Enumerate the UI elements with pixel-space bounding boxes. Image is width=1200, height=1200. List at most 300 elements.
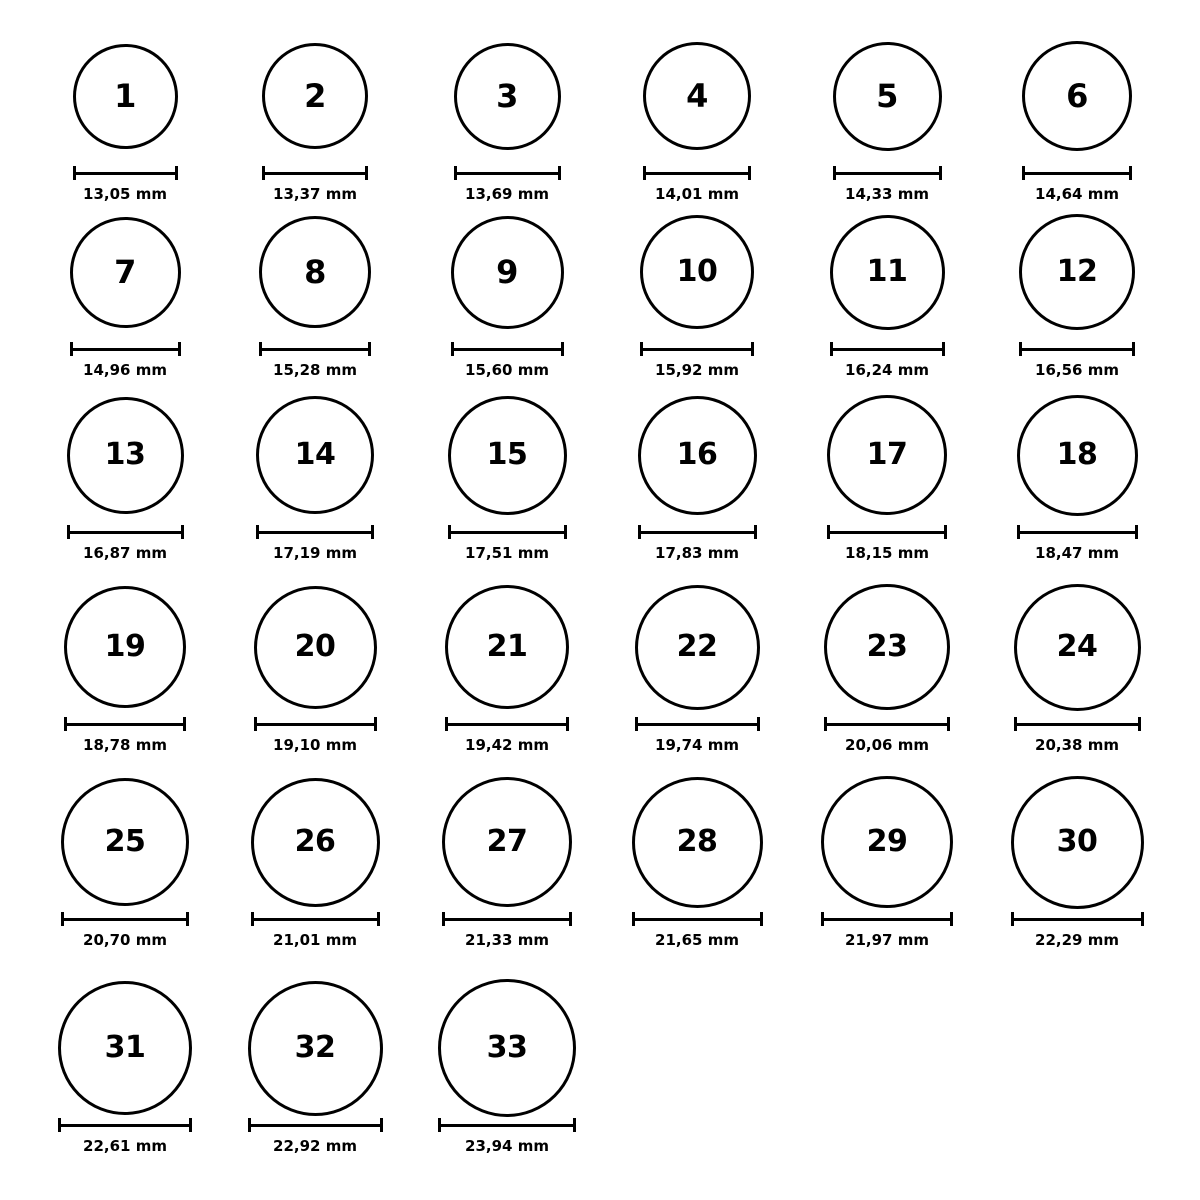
ring-size-cell (602, 202, 792, 379)
measure-cap-left (64, 717, 67, 731)
ring-size-number: 2 (304, 77, 326, 115)
ring-circle-wrap (73, 26, 178, 166)
ring-size-cell (602, 772, 792, 949)
ring-circle-wrap (448, 385, 567, 525)
measure-cap-right (564, 525, 567, 539)
diameter-label: 18,47 mm (1035, 544, 1119, 562)
ring-circle-wrap (451, 202, 564, 342)
ring-circle-wrap (824, 577, 950, 717)
diameter-measure (1022, 166, 1132, 203)
ring-circle-wrap (833, 26, 942, 166)
ring-size-number: 7 (114, 253, 136, 291)
diameter-measure (445, 717, 569, 754)
diameter-label: 13,37 mm (273, 185, 357, 203)
ring-size-cell (30, 385, 220, 562)
ring-size-circle (1014, 584, 1141, 711)
measure-cap-right (175, 166, 178, 180)
ring-circle-wrap (1014, 577, 1141, 717)
diameter-measure (448, 525, 567, 562)
ring-size-number: 5 (876, 77, 898, 115)
ring-circle-wrap (454, 26, 561, 166)
measure-bar-icon (827, 525, 947, 539)
ring-size-cell (602, 577, 792, 754)
ring-circle-wrap (251, 772, 380, 912)
diameter-label: 22,92 mm (273, 1137, 357, 1155)
measure-cap-left (830, 342, 833, 356)
measure-bar-icon (643, 166, 751, 180)
diameter-label: 15,92 mm (655, 361, 739, 379)
diameter-label: 16,24 mm (845, 361, 929, 379)
measure-cap-right (566, 717, 569, 731)
measure-cap-left (61, 912, 64, 926)
measure-bar-icon (1019, 342, 1135, 356)
diameter-label: 19,74 mm (655, 736, 739, 754)
measure-bar-icon (438, 1118, 576, 1132)
ring-size-number: 21 (486, 629, 528, 664)
measure-line (254, 723, 377, 726)
ring-circle-wrap (58, 978, 192, 1118)
ring-size-cell (220, 202, 410, 379)
measure-line (61, 918, 189, 921)
ring-size-circle (824, 584, 950, 710)
ring-size-circle (67, 397, 184, 514)
diameter-label: 19,42 mm (465, 736, 549, 754)
ring-size-circle (61, 778, 189, 906)
ring-size-number: 32 (294, 1030, 336, 1065)
ring-size-cell (30, 26, 220, 203)
ring-size-cell (792, 385, 982, 562)
ring-size-cell (982, 385, 1172, 562)
ring-circle-wrap (1022, 26, 1132, 166)
ring-circle-wrap (64, 577, 186, 717)
diameter-label: 17,51 mm (465, 544, 549, 562)
ring-size-number: 20 (294, 629, 336, 664)
measure-bar-icon (248, 1118, 383, 1132)
ring-size-number: 33 (486, 1030, 528, 1065)
diameter-label: 18,78 mm (83, 736, 167, 754)
ring-circle-wrap (638, 385, 757, 525)
diameter-measure (1014, 717, 1141, 754)
measure-cap-right (748, 166, 751, 180)
measure-bar-icon (635, 717, 760, 731)
measure-cap-left (1019, 342, 1022, 356)
ring-circle-wrap (445, 577, 569, 717)
measure-bar-icon (824, 717, 950, 731)
measure-cap-left (445, 717, 448, 731)
measure-bar-icon (454, 166, 561, 180)
ring-size-circle (833, 42, 942, 151)
ring-size-circle (827, 395, 947, 515)
diameter-label: 19,10 mm (273, 736, 357, 754)
diameter-measure (830, 342, 945, 379)
measure-cap-left (1014, 717, 1017, 731)
ring-size-number: 29 (866, 824, 908, 859)
measure-bar-icon (1011, 912, 1144, 926)
ring-circle-wrap (67, 385, 184, 525)
measure-line (1017, 531, 1138, 534)
ring-size-cell (30, 577, 220, 754)
measure-cap-right (754, 525, 757, 539)
ring-size-circle (1011, 776, 1144, 909)
ring-circle-wrap (248, 978, 383, 1118)
ring-size-circle (248, 981, 383, 1116)
diameter-label: 14,64 mm (1035, 185, 1119, 203)
measure-cap-right (178, 342, 181, 356)
diameter-label: 22,29 mm (1035, 931, 1119, 949)
ring-circle-wrap (254, 577, 377, 717)
diameter-label: 21,01 mm (273, 931, 357, 949)
measure-bar-icon (256, 525, 374, 539)
diameter-label: 21,65 mm (655, 931, 739, 949)
measure-cap-left (635, 717, 638, 731)
ring-size-number: 18 (1056, 437, 1098, 472)
diameter-measure (643, 166, 751, 203)
ring-size-number: 13 (104, 437, 146, 472)
measure-line (454, 172, 561, 175)
measure-cap-left (58, 1118, 61, 1132)
measure-cap-left (1022, 166, 1025, 180)
measure-cap-right (944, 525, 947, 539)
measure-cap-right (939, 166, 942, 180)
measure-line (833, 172, 942, 175)
measure-bar-icon (64, 717, 186, 731)
measure-cap-right (374, 717, 377, 731)
ring-size-cell (220, 577, 410, 754)
measure-cap-left (70, 342, 73, 356)
ring-size-circle (64, 586, 186, 708)
measure-cap-right (1135, 525, 1138, 539)
measure-line (251, 918, 380, 921)
ring-size-number: 30 (1056, 824, 1098, 859)
ring-size-circle (451, 216, 564, 329)
ring-size-cell (982, 772, 1172, 949)
diameter-measure (635, 717, 760, 754)
measure-cap-right (751, 342, 754, 356)
ring-size-cell (412, 385, 602, 562)
ring-circle-wrap (635, 577, 760, 717)
ring-size-number: 1 (114, 77, 136, 115)
measure-cap-left (251, 912, 254, 926)
measure-cap-right (380, 1118, 383, 1132)
diameter-label: 21,97 mm (845, 931, 929, 949)
ring-circle-wrap (256, 385, 374, 525)
measure-bar-icon (58, 1118, 192, 1132)
diameter-label: 14,96 mm (83, 361, 167, 379)
measure-bar-icon (632, 912, 763, 926)
ring-size-cell (982, 577, 1172, 754)
ring-size-cell (792, 202, 982, 379)
ring-size-cell (412, 772, 602, 949)
measure-cap-right (760, 912, 763, 926)
ring-size-circle (1022, 41, 1132, 151)
diameter-label: 22,61 mm (83, 1137, 167, 1155)
ring-circle-wrap (70, 202, 181, 342)
measure-cap-left (632, 912, 635, 926)
measure-cap-left (638, 525, 641, 539)
measure-cap-left (442, 912, 445, 926)
ring-size-circle (448, 396, 567, 515)
ring-size-cell (412, 202, 602, 379)
ring-size-cell (220, 26, 410, 203)
ring-size-cell (220, 385, 410, 562)
measure-bar-icon (262, 166, 368, 180)
measure-cap-right (950, 912, 953, 926)
measure-cap-left (73, 166, 76, 180)
diameter-label: 21,33 mm (465, 931, 549, 949)
ring-size-number: 25 (104, 824, 146, 859)
measure-bar-icon (61, 912, 189, 926)
ring-size-cell (602, 26, 792, 203)
measure-cap-left (262, 166, 265, 180)
measure-cap-right (1141, 912, 1144, 926)
ring-size-cell (412, 26, 602, 203)
diameter-label: 13,05 mm (83, 185, 167, 203)
measure-line (1022, 172, 1132, 175)
ring-size-number: 8 (304, 253, 326, 291)
ring-size-number: 19 (104, 629, 146, 664)
ring-size-cell (220, 772, 410, 949)
measure-line (1011, 918, 1144, 921)
ring-size-circle (821, 776, 953, 908)
ring-size-number: 27 (486, 824, 528, 859)
diameter-measure (262, 166, 368, 203)
measure-line (259, 348, 371, 351)
diameter-measure (58, 1118, 192, 1155)
measure-line (448, 531, 567, 534)
measure-cap-right (942, 342, 945, 356)
ring-size-cell (792, 577, 982, 754)
measure-cap-right (371, 525, 374, 539)
ring-size-circle (643, 42, 751, 150)
measure-cap-left (256, 525, 259, 539)
diameter-label: 17,83 mm (655, 544, 739, 562)
ring-size-number: 11 (866, 254, 908, 289)
ring-size-cell (602, 385, 792, 562)
measure-cap-left (827, 525, 830, 539)
ring-size-cell (30, 772, 220, 949)
ring-size-cell (30, 978, 220, 1155)
measure-line (248, 1124, 383, 1127)
diameter-label: 15,60 mm (465, 361, 549, 379)
measure-line (262, 172, 368, 175)
measure-bar-icon (1017, 525, 1138, 539)
ring-size-circle (262, 43, 368, 149)
measure-cap-left (640, 342, 643, 356)
ring-size-number: 14 (294, 437, 336, 472)
diameter-measure (67, 525, 184, 562)
measure-cap-right (561, 342, 564, 356)
diameter-label: 20,06 mm (845, 736, 929, 754)
ring-size-number: 6 (1066, 77, 1088, 115)
diameter-label: 16,56 mm (1035, 361, 1119, 379)
diameter-measure (827, 525, 947, 562)
diameter-label: 13,69 mm (465, 185, 549, 203)
ring-size-circle (454, 43, 561, 150)
measure-bar-icon (451, 342, 564, 356)
measure-bar-icon (830, 342, 945, 356)
ring-circle-wrap (1019, 202, 1135, 342)
measure-cap-right (377, 912, 380, 926)
ring-size-number: 24 (1056, 629, 1098, 664)
ring-size-number: 17 (866, 437, 908, 472)
ring-size-circle (438, 979, 576, 1117)
measure-line (830, 348, 945, 351)
measure-line (643, 172, 751, 175)
measure-cap-right (1132, 342, 1135, 356)
measure-line (827, 531, 947, 534)
measure-line (442, 918, 572, 921)
measure-line (445, 723, 569, 726)
diameter-label: 15,28 mm (273, 361, 357, 379)
ring-size-circle (251, 778, 380, 907)
ring-size-circle (635, 585, 760, 710)
ring-size-circle (638, 396, 757, 515)
ring-circle-wrap (830, 202, 945, 342)
measure-cap-left (451, 342, 454, 356)
ring-size-cell (982, 26, 1172, 203)
ring-size-circle (445, 585, 569, 709)
diameter-measure (70, 342, 181, 379)
ring-circle-wrap (643, 26, 751, 166)
measure-cap-right (947, 717, 950, 731)
ring-circle-wrap (259, 202, 371, 342)
diameter-label: 20,70 mm (83, 931, 167, 949)
measure-bar-icon (445, 717, 569, 731)
measure-line (451, 348, 564, 351)
diameter-measure (1011, 912, 1144, 949)
ring-circle-wrap (442, 772, 572, 912)
measure-bar-icon (70, 342, 181, 356)
diameter-measure (640, 342, 754, 379)
diameter-measure (824, 717, 950, 754)
diameter-label: 17,19 mm (273, 544, 357, 562)
ring-size-cell (792, 772, 982, 949)
ring-size-number: 16 (676, 437, 718, 472)
measure-line (632, 918, 763, 921)
measure-bar-icon (67, 525, 184, 539)
ring-size-number: 22 (676, 629, 718, 664)
diameter-measure (64, 717, 186, 754)
ring-size-circle (73, 44, 178, 149)
ring-size-circle (632, 777, 763, 908)
diameter-measure (248, 1118, 383, 1155)
diameter-label: 18,15 mm (845, 544, 929, 562)
measure-bar-icon (254, 717, 377, 731)
measure-cap-right (186, 912, 189, 926)
ring-size-number: 31 (104, 1030, 146, 1065)
diameter-label: 14,01 mm (655, 185, 739, 203)
ring-size-number: 10 (676, 254, 718, 289)
ring-circle-wrap (827, 385, 947, 525)
ring-size-circle (830, 215, 945, 330)
ring-circle-wrap (1011, 772, 1144, 912)
diameter-label: 20,38 mm (1035, 736, 1119, 754)
measure-cap-left (643, 166, 646, 180)
diameter-measure (454, 166, 561, 203)
ring-circle-wrap (821, 772, 953, 912)
ring-size-circle (442, 777, 572, 907)
measure-cap-left (448, 525, 451, 539)
measure-line (1014, 723, 1141, 726)
ring-size-cell (30, 202, 220, 379)
ring-size-cell (412, 577, 602, 754)
ring-circle-wrap (1017, 385, 1138, 525)
diameter-measure (61, 912, 189, 949)
ring-size-circle (70, 217, 181, 328)
ring-size-circle (1019, 214, 1135, 330)
measure-cap-left (254, 717, 257, 731)
measure-cap-left (824, 717, 827, 731)
ring-size-cell (220, 978, 410, 1155)
measure-cap-right (757, 717, 760, 731)
ring-size-number: 23 (866, 629, 908, 664)
measure-line (67, 531, 184, 534)
measure-line (635, 723, 760, 726)
measure-line (64, 723, 186, 726)
ring-size-circle (1017, 395, 1138, 516)
measure-line (824, 723, 950, 726)
diameter-measure (438, 1118, 576, 1155)
measure-bar-icon (251, 912, 380, 926)
measure-cap-right (558, 166, 561, 180)
ring-circle-wrap (640, 202, 754, 342)
measure-cap-left (821, 912, 824, 926)
measure-bar-icon (1014, 717, 1141, 731)
ring-size-number: 28 (676, 824, 718, 859)
measure-cap-right (368, 342, 371, 356)
diameter-measure (1017, 525, 1138, 562)
measure-bar-icon (821, 912, 953, 926)
measure-bar-icon (448, 525, 567, 539)
measure-cap-right (569, 912, 572, 926)
measure-line (73, 172, 178, 175)
measure-bar-icon (640, 342, 754, 356)
measure-cap-right (183, 717, 186, 731)
diameter-measure (251, 912, 380, 949)
diameter-measure (442, 912, 572, 949)
diameter-label: 23,94 mm (465, 1137, 549, 1155)
diameter-measure (451, 342, 564, 379)
measure-cap-right (1138, 717, 1141, 731)
measure-cap-left (67, 525, 70, 539)
measure-cap-left (1011, 912, 1014, 926)
diameter-measure (259, 342, 371, 379)
diameter-measure (638, 525, 757, 562)
measure-bar-icon (259, 342, 371, 356)
measure-cap-left (454, 166, 457, 180)
diameter-label: 14,33 mm (845, 185, 929, 203)
ring-size-number: 4 (686, 77, 708, 115)
ring-size-circle (640, 215, 754, 329)
ring-size-number: 9 (496, 253, 518, 291)
diameter-measure (73, 166, 178, 203)
diameter-label: 16,87 mm (83, 544, 167, 562)
measure-line (821, 918, 953, 921)
measure-cap-right (1129, 166, 1132, 180)
measure-cap-right (181, 525, 184, 539)
measure-bar-icon (638, 525, 757, 539)
measure-cap-left (259, 342, 262, 356)
ring-circle-wrap (262, 26, 368, 166)
ring-circle-wrap (632, 772, 763, 912)
measure-cap-left (438, 1118, 441, 1132)
measure-line (438, 1124, 576, 1127)
diameter-measure (1019, 342, 1135, 379)
measure-line (58, 1124, 192, 1127)
measure-cap-left (833, 166, 836, 180)
measure-line (640, 348, 754, 351)
measure-line (70, 348, 181, 351)
